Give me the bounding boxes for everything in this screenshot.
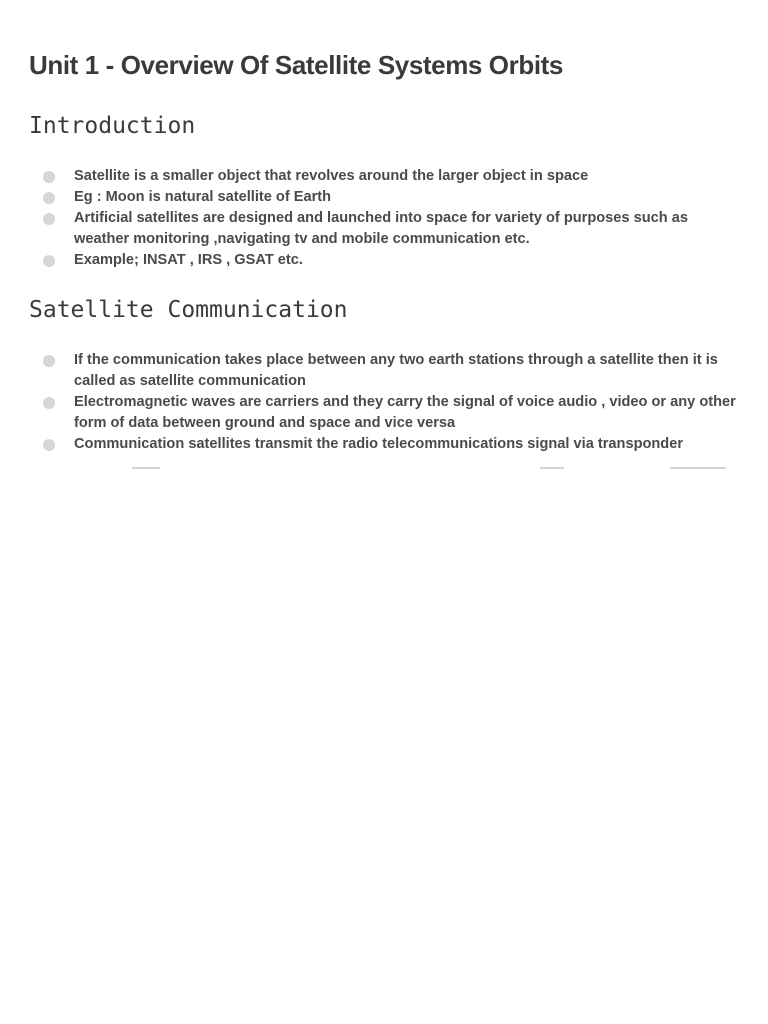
- bullet-dot-icon: [43, 213, 55, 225]
- section-heading-satellite-communication: Satellite Communication: [29, 297, 348, 323]
- list-item-text: Satellite is a smaller object that revolves around the larger object in space: [74, 168, 589, 184]
- list-item-text: Communication satellites transmit the radio telecommunications signal via transponder: [74, 436, 684, 452]
- section-heading-introduction: Introduction: [29, 113, 196, 139]
- bullet-list-introduction: [0, 166, 768, 271]
- image-fragment: [540, 467, 564, 469]
- bullet-dot-icon: [43, 397, 55, 409]
- list-item-text: If the communication takes place between any two earth stations through a satellite then it is called as satellite communication: [74, 352, 718, 389]
- image-fragment: [670, 467, 726, 469]
- bullet-dot-icon: [43, 255, 55, 267]
- image-fragment: [132, 467, 160, 469]
- cropped-image-edge: [130, 466, 730, 470]
- bullet-dot-icon: [43, 192, 55, 204]
- list-item: [0, 434, 768, 455]
- list-item: [0, 166, 768, 187]
- bullet-dot-icon: [43, 171, 55, 183]
- list-item-text: Example; INSAT , IRS , GSAT etc.: [74, 252, 303, 268]
- list-item-text: Artificial satellites are designed and launched into space for variety of purposes such as weather monitoring ,navigating tv and mobile communication etc.: [74, 210, 688, 247]
- list-item-text: Electromagnetic waves are carriers and they carry the signal of voice audio , video or any other form of data between ground and space and vice versa: [74, 394, 736, 431]
- bullet-dot-icon: [43, 439, 55, 451]
- list-item: [0, 208, 768, 250]
- bullet-list-satellite-communication: [0, 350, 768, 455]
- list-item-text: Eg : Moon is natural satellite of Earth: [74, 189, 332, 205]
- page-title: Unit 1 - Overview Of Satellite Systems Orbits: [29, 50, 563, 80]
- list-item: [0, 350, 768, 392]
- list-item: [0, 187, 768, 208]
- list-item: [0, 392, 768, 434]
- bullet-dot-icon: [43, 355, 55, 367]
- list-item: [0, 250, 768, 271]
